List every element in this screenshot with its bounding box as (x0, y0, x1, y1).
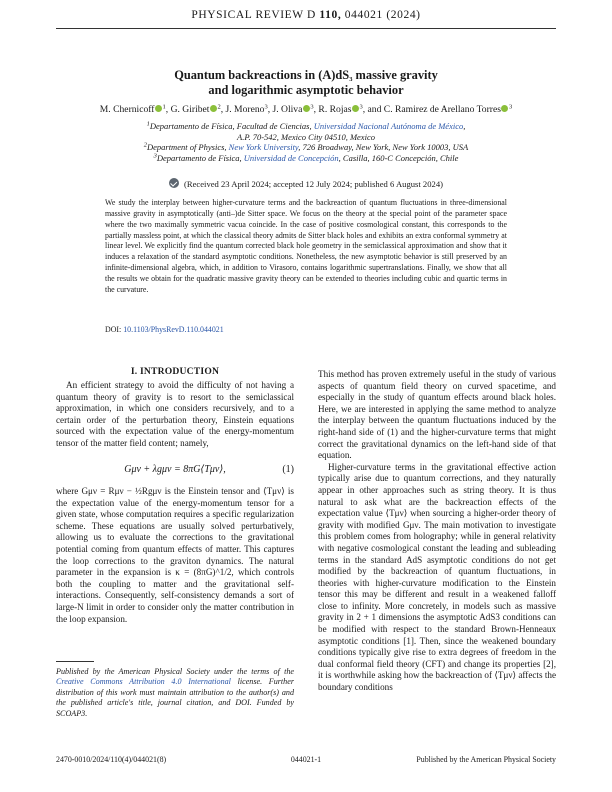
author-name[interactable]: M. Chernicoff (99, 104, 155, 115)
license-footnote (56, 667, 294, 719)
affil-mark: 3 (359, 103, 363, 111)
affil-mark: 3 (508, 103, 513, 111)
author-sep: , (313, 104, 317, 115)
left-column-para2 (56, 486, 294, 625)
doi-line (105, 325, 224, 334)
header-rule (56, 28, 556, 29)
affil-text: Departamento de Física, Facultad de Ciencias, (149, 121, 314, 131)
institution-link[interactable]: Universidad Nacional Autónoma de México (313, 121, 464, 131)
author-sep: , (165, 104, 169, 115)
footnote-text: Published by the American Physical Society under the terms of the (56, 667, 294, 676)
check-for-updates-icon[interactable] (169, 178, 179, 188)
orcid-icon[interactable] (303, 105, 310, 112)
paragraph: Higher-curvature terms in the gravitational effective action typically arise due to quantum corrections, and they naturally appear in other approaches such as string theory. It is thus natural to ask what are the backreaction effects of the expectation value ⟨Tμν⟩ when sourcing a higher-order theory of gravity with modified Gμν. The main motivation to investigate this problem comes from holography; while in general relativity with negative cosmological constant the leading and subleading terms in the standard AdS asymptotic conditions do not get modified by the backreaction of quantum fluctuations, in theories with higher-curvature modification to the Einstein tensor this may be different and result in a weakened falloff close to infinity. More concretely, in models such as massive gravity in 2 + 1 dimensions the asymptotic AdS3 conditions can be modified with respect to the standard Brown-Henneaux asymptotic conditions [1]. Then, since the weakened boundary conditions typically give rise to extra degrees of freedom in the dual conformal field theory (CFT) and change its properties [2], it is worthwhile asking how the backreaction of ⟨Tμν⟩ affects the boundary conditions (318, 461, 556, 693)
affiliation-2 (56, 142, 556, 153)
left-column-para1 (56, 380, 294, 450)
affil-text: , (463, 121, 466, 131)
affil-text: , 726 Broadway, New York, New York 10003, USA (298, 142, 469, 153)
title-line1-post: massive gravity (352, 68, 438, 82)
equation-1 (56, 464, 294, 478)
journal-volume: 110, (319, 9, 342, 21)
author-list (56, 104, 556, 116)
affiliation-1-line2: A.P. 70-542, Mexico City 04510, Mexico (237, 131, 375, 142)
section-heading: I. INTRODUCTION (130, 366, 220, 377)
equation-number: (1) (282, 464, 294, 475)
orcid-icon[interactable] (501, 105, 508, 112)
affiliations (56, 121, 556, 163)
paragraph: This method has proven extremely useful in the study of various aspects of quantum field theory on curved spacetime, and especially in the study of quantum effects around black holes. Here, we are interested in applying the same method to analyze the interplay between the quantum fluctuations induced by the right-hand side of (1) and the higher-curvature terms that might correct the gravitational dynamics on the left-hand side of that equation. (318, 369, 556, 461)
author-sep: , and (362, 104, 382, 115)
author-name[interactable]: G. Giribet (170, 104, 210, 115)
institution-link[interactable]: Universidad de Concepción (243, 152, 339, 163)
article-number: 044021 (2024) (344, 9, 421, 21)
footer-publisher: Published by the American Physical Society (416, 755, 556, 764)
journal-header (0, 9, 612, 21)
affil-mark: 3 (310, 103, 314, 111)
title-line1-sub: 3 (349, 76, 353, 83)
affiliation-3 (56, 153, 556, 164)
affil-mark: 2 (143, 141, 147, 149)
orcid-icon[interactable] (155, 105, 162, 112)
paper-title (60, 68, 552, 98)
doi-label: DOI: (105, 325, 122, 334)
doi-link[interactable]: 10.1103/PhysRevD.110.044021 (123, 325, 224, 334)
publication-dates (56, 178, 556, 189)
footnote-text: license. Further distribution of this work must maintain attribution to the author(s) and the published article's title, journal citation, and DOI. Funded by SCOAP3. (56, 677, 294, 718)
affil-text: Department of Physics, (146, 142, 229, 153)
affil-text: Departamento de Física, (156, 152, 244, 163)
paragraph: An efficient strategy to avoid the difficulty of not having a quantum theory of gravity is to resort to the semiclassical approximation, in which one considers recursively, and to a certain order of the perturbation theory, Einstein equations sourced with the expectation value of the energy-momentum tensor of the matter field content; namely, (56, 380, 294, 448)
abstract: We study the interplay between higher-curvature terms and the backreaction of quantum fluctuations in three-dimensional massive gravity in asymptotically (anti–)de Sitter space. We focus on the theory at the special point of the parameter space where the two maximally symmetric vacua coincide. In the case of positive cosmological constant, this corresponds to the partially massless point, at which the classical theory admits de Sitter black holes and exhibits an extra conformal symmetry at linear level. We explicitly find the quantum corrected black hole geometry in the semiclassical approximation and show that it induces a relaxation of the standard asymptotic conditions. Nonetheless, the new asymptotic behavior is still preserved by an infinite-dimensional algebra, which, in addition to Virasoro, contains logarithmic supertranslations. Finally, we show that all the results we obtain for the quadratic massive gravity theory can be extended to theories including cubic and quartic terms in the curvature. (105, 198, 507, 294)
affiliation-1 (56, 121, 556, 132)
footer-page: 044021-1 (290, 755, 322, 764)
footnote-rule (56, 661, 94, 662)
author-name[interactable]: R. Rojas (318, 104, 352, 115)
author-name[interactable]: C. Ramirez de Arellano Torres (383, 104, 501, 115)
paragraph: where Gμν = Rμν − ½Rgμν is the Einstein tensor and ⟨Tμν⟩ is the expectation value of the energy-momentum tensor for a given state, whose computation requires a specific regularization scheme. These equations are usually solved perturbatively, allowing us to evaluate the corrections to the gravitational potential coming from quantum effects of matter. This captures the loop corrections to the graviton dynamics. The natural parameter in the expansion is κ = (8πG)^1/2, which controls both the coupling to matter and the gravitational self-interactions. Consequently, self-consistency demands a sort of large-N limit in order to consider only the matter contribution in the loop expansion. (56, 486, 294, 624)
journal-name: PHYSICAL REVIEW D (191, 9, 316, 21)
affil-text: , Casilla, 160-C Concepción, Chile (338, 152, 459, 163)
right-column (318, 369, 556, 694)
author-sep: , (267, 104, 271, 115)
title-line2: and logarithmic asymptotic behavior (208, 83, 404, 97)
institution-link[interactable]: New York University (228, 142, 299, 153)
orcid-icon[interactable] (352, 105, 359, 112)
dates-text: (Received 23 April 2024; accepted 12 July 2024; published 6 August 2024) (184, 179, 443, 189)
affil-mark: 2 (217, 103, 221, 111)
license-link[interactable]: Creative Commons Attribution 4.0 International (56, 677, 231, 687)
author-name[interactable]: J. Moreno (225, 104, 265, 115)
affil-mark: 1 (162, 103, 166, 111)
affil-mark: 1 (146, 120, 150, 128)
affil-mark: 3 (264, 103, 268, 111)
author-name[interactable]: J. Oliva (272, 104, 303, 115)
footer-issn: 2470-0010/2024/110(4)/044021(8) (56, 755, 167, 764)
orcid-icon[interactable] (210, 105, 217, 112)
equation-body: Gμν + λgμν = 8πG⟨Tμν⟩, (124, 464, 226, 475)
affil-mark: 3 (153, 152, 157, 160)
author-sep: , (220, 104, 224, 115)
title-line1-pre: Quantum backreactions in (A)dS (174, 68, 350, 82)
